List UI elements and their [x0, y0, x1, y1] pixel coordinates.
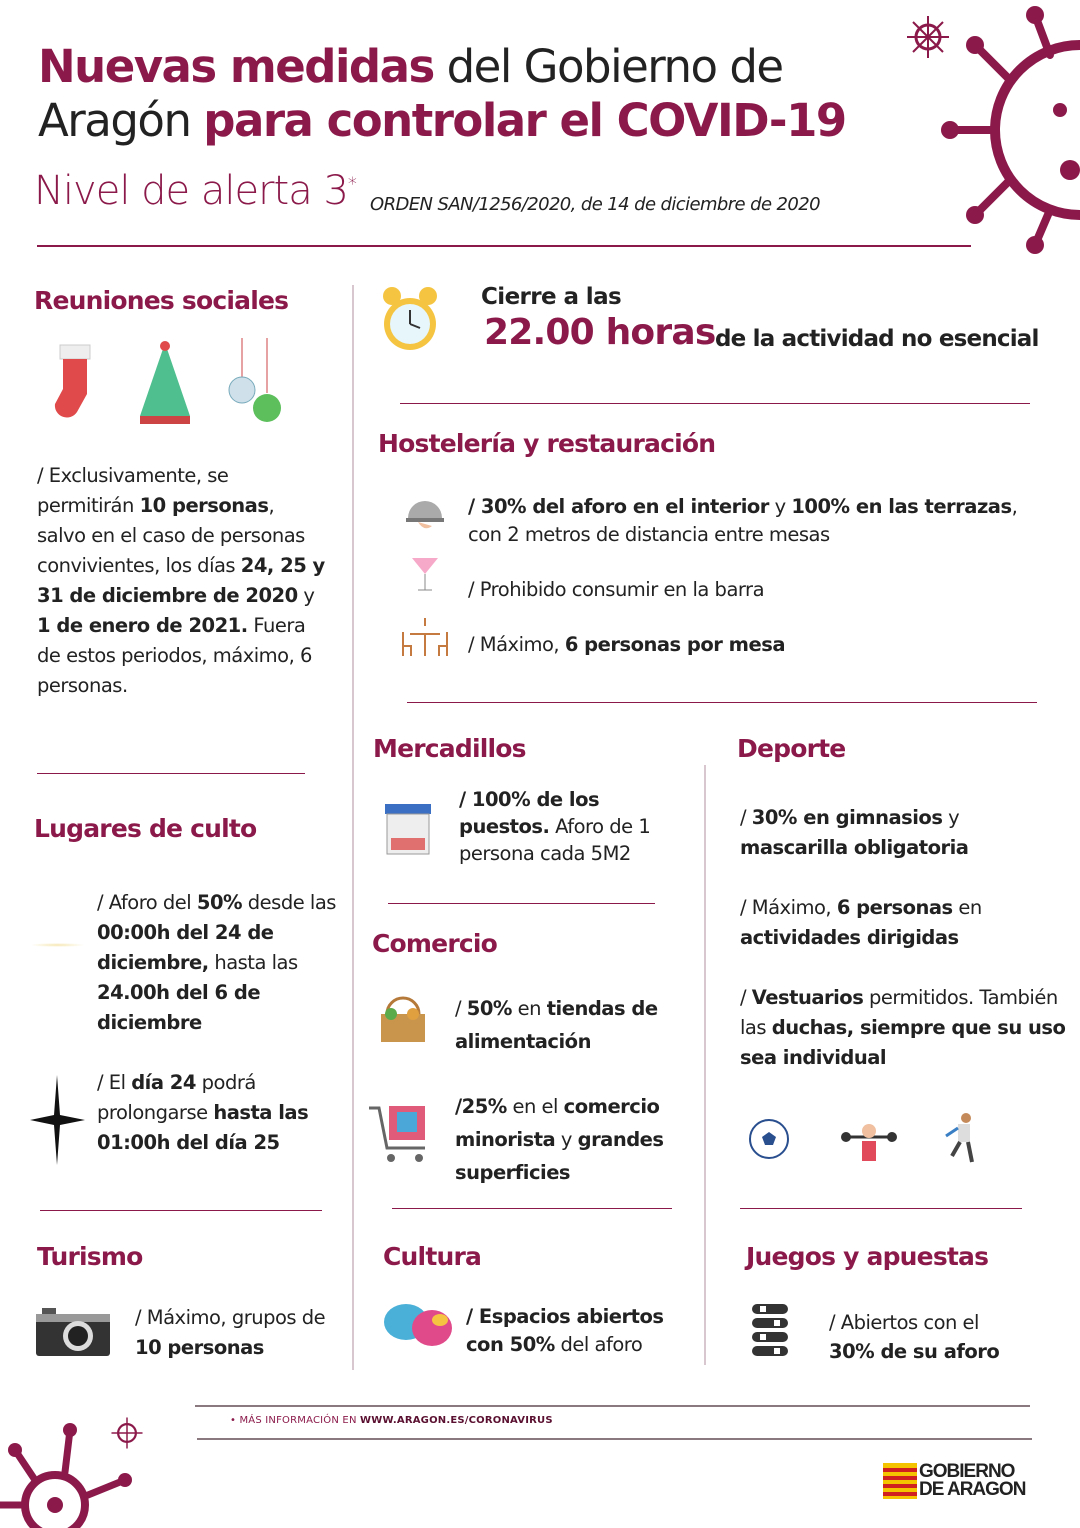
- food-cloche-icon: [404, 492, 446, 534]
- order-reference: ORDEN SAN/1256/2020, de 14 de diciembre de 2020: [370, 194, 820, 215]
- divider: [197, 1438, 1032, 1440]
- text-segment: para controlar el COVID-19: [203, 94, 846, 147]
- section-heading-juegos: Juegos y apuestas: [746, 1242, 989, 1271]
- text-segment: tiendas de alimentación: [455, 997, 658, 1053]
- text-segment: Fuera de estos periodos, máximo, 6 personas.: [37, 614, 312, 697]
- text-segment: /25%: [455, 1095, 507, 1118]
- casino-chips-icon: [748, 1300, 792, 1358]
- deporte-item-2: [740, 893, 1060, 953]
- hosteleria-item-3: [468, 630, 1028, 660]
- text-segment: y: [768, 495, 792, 518]
- text-segment: permitidos. También las: [740, 986, 1058, 1039]
- deporte-item-3: [740, 983, 1070, 1073]
- text-segment: duchas, siempre que su uso sea individual: [740, 1016, 1066, 1069]
- theater-masks-icon: [380, 1300, 456, 1352]
- text-segment: 10 personas: [135, 1336, 264, 1359]
- star-icon: [30, 1075, 85, 1165]
- more-info: • MÁS INFORMACIÓN EN WWW.ARAGON.ES/CORONAVIRUS: [230, 1415, 553, 1426]
- mercadillos-text: [459, 786, 689, 867]
- text-segment: /: [740, 986, 752, 1009]
- text-segment: 30% en gimnasios: [751, 806, 943, 829]
- text-segment: Nuevas medidas: [38, 40, 434, 93]
- virus-icon: [930, 0, 1080, 260]
- text-segment: /: [455, 997, 467, 1020]
- text-segment: Aforo de 1 persona cada 5M2: [459, 815, 651, 865]
- text-segment: 10 personas: [139, 494, 269, 517]
- text-segment: día 24: [131, 1071, 196, 1094]
- text-segment: del Gobierno de Aragón: [38, 40, 783, 147]
- text-segment: actividades dirigidas: [740, 926, 959, 949]
- soccer-ball-icon: [748, 1118, 790, 1160]
- text-segment: y: [297, 584, 315, 607]
- text-segment: / Máximo, grupos de: [135, 1306, 326, 1329]
- text-segment: desde las: [242, 891, 336, 914]
- camera-icon: [36, 1308, 110, 1356]
- hosteleria-item-1: [468, 493, 1038, 549]
- text-segment: /: [740, 806, 752, 829]
- text-segment: en: [511, 997, 547, 1020]
- turismo-text: [135, 1303, 335, 1363]
- christmas-tree-icon: [135, 338, 195, 428]
- comercio-item-1: [455, 992, 695, 1058]
- divider: [407, 702, 1037, 703]
- cultura-text: [466, 1303, 696, 1359]
- text-segment: / Abiertos con el: [829, 1311, 979, 1334]
- christmas-stocking-icon: [45, 340, 100, 425]
- text-segment: 1 de enero de 2021.: [37, 614, 248, 637]
- culto-item-2: [97, 1068, 347, 1158]
- cocktail-icon: [410, 552, 440, 594]
- text-segment: Vestuarios: [751, 986, 864, 1009]
- text-segment: y: [942, 806, 960, 829]
- text-segment: / Exclusivamente, se permitirán: [37, 464, 229, 517]
- deporte-item-1: [740, 803, 1060, 863]
- divider: [195, 1405, 1030, 1407]
- text-segment: hasta las: [208, 951, 298, 974]
- closing-time-label: Cierre a las: [481, 284, 622, 310]
- gobierno-aragon-logo: [883, 1463, 1025, 1499]
- text-segment: en: [952, 896, 982, 919]
- alarm-clock-icon: [380, 284, 440, 358]
- section-heading-cultura: Cultura: [383, 1242, 482, 1271]
- comercio-item-2: [455, 1090, 695, 1189]
- text-segment: comercio minorista: [455, 1095, 660, 1151]
- text-segment: / Aforo del: [97, 891, 197, 914]
- text-segment: y: [555, 1128, 578, 1151]
- column-divider: [704, 765, 706, 1365]
- logo-line-1: GOBIERNO: [919, 1461, 1015, 1482]
- divider: [392, 1208, 672, 1209]
- grocery-basket-icon: [377, 992, 429, 1046]
- text-segment: / Espacios abiertos con 50%: [466, 1305, 664, 1356]
- sparkle-icon: [30, 943, 85, 947]
- section-heading-comercio: Comercio: [372, 929, 498, 958]
- section-heading-deporte: Deporte: [737, 734, 846, 763]
- divider: [740, 1208, 1022, 1209]
- divider: [37, 245, 971, 247]
- text-segment: en el: [506, 1095, 564, 1118]
- text-segment: / Prohibido consumir en la barra: [468, 578, 765, 601]
- closing-time-note: de la actividad no esencial: [715, 326, 1039, 352]
- alert-level-text: Nivel de alerta 3: [34, 168, 348, 214]
- runner-icon: [942, 1112, 978, 1168]
- section-heading-culto: Lugares de culto: [34, 814, 257, 843]
- alert-level: [34, 168, 356, 214]
- text-segment: podrá prolongarse: [97, 1071, 256, 1124]
- text-segment: 24.00h del 6 de diciembre: [97, 981, 261, 1034]
- divider: [400, 403, 1030, 404]
- logo-line-2: DE ARAGON: [919, 1479, 1026, 1500]
- text-segment: hasta las 01:00h del día 25: [97, 1101, 309, 1154]
- reuniones-text: [37, 461, 327, 701]
- juegos-text: [829, 1308, 1029, 1366]
- divider: [388, 903, 655, 904]
- small-virus-icon: [110, 1416, 144, 1450]
- aragon-flag-icon: [883, 1463, 917, 1499]
- more-info-link[interactable]: WWW.ARAGON.ES/CORONAVIRUS: [360, 1415, 553, 1426]
- alert-footnote-mark: *: [347, 173, 356, 195]
- hosteleria-item-2: [468, 575, 1028, 605]
- market-stall-icon: [383, 802, 433, 856]
- text-segment: grandes superficies: [455, 1128, 664, 1184]
- text-segment: 00:00h del 24 de diciembre,: [97, 921, 274, 974]
- text-segment: 24, 25 y 31 de diciembre de 2020: [37, 554, 325, 607]
- text-segment: del aforo: [554, 1333, 643, 1356]
- text-segment: 6 personas: [836, 896, 953, 919]
- closing-time: 22.00 horas: [484, 312, 716, 353]
- more-info-prefix: MÁS INFORMACIÓN EN: [239, 1415, 361, 1426]
- text-segment: 100% en las terrazas: [791, 495, 1012, 518]
- weightlifting-icon: [840, 1115, 898, 1165]
- section-heading-turismo: Turismo: [37, 1242, 143, 1271]
- culto-item-1: [97, 888, 347, 1038]
- table-chairs-icon: [400, 612, 450, 658]
- text-segment: mascarilla obligatoria: [740, 836, 969, 859]
- text-segment: , con 2 metros de distancia entre mesas: [468, 495, 1018, 546]
- section-heading-reuniones: Reuniones sociales: [34, 286, 289, 315]
- column-divider: [352, 285, 354, 1370]
- text-segment: / El: [97, 1071, 132, 1094]
- text-segment: 6 personas por mesa: [564, 633, 785, 656]
- christmas-ornaments-icon: [225, 338, 285, 428]
- text-segment: / Máximo,: [468, 633, 565, 656]
- divider: [37, 773, 305, 774]
- page-title: [38, 40, 918, 148]
- text-segment: 30% de su aforo: [829, 1340, 1000, 1363]
- section-heading-hosteleria: Hostelería y restauración: [378, 429, 716, 458]
- divider: [40, 1210, 322, 1211]
- shopping-cart-icon: [367, 1100, 433, 1166]
- text-segment: / 30% del aforo en el interior: [468, 495, 769, 518]
- text-segment: 50%: [466, 997, 512, 1020]
- text-segment: , salvo en el caso de personas convivientes, los días: [37, 494, 305, 577]
- text-segment: 50%: [196, 891, 243, 914]
- section-heading-mercadillos: Mercadillos: [373, 734, 526, 763]
- text-segment: / Máximo,: [740, 896, 837, 919]
- text-segment: / 100% de los puestos.: [459, 788, 600, 838]
